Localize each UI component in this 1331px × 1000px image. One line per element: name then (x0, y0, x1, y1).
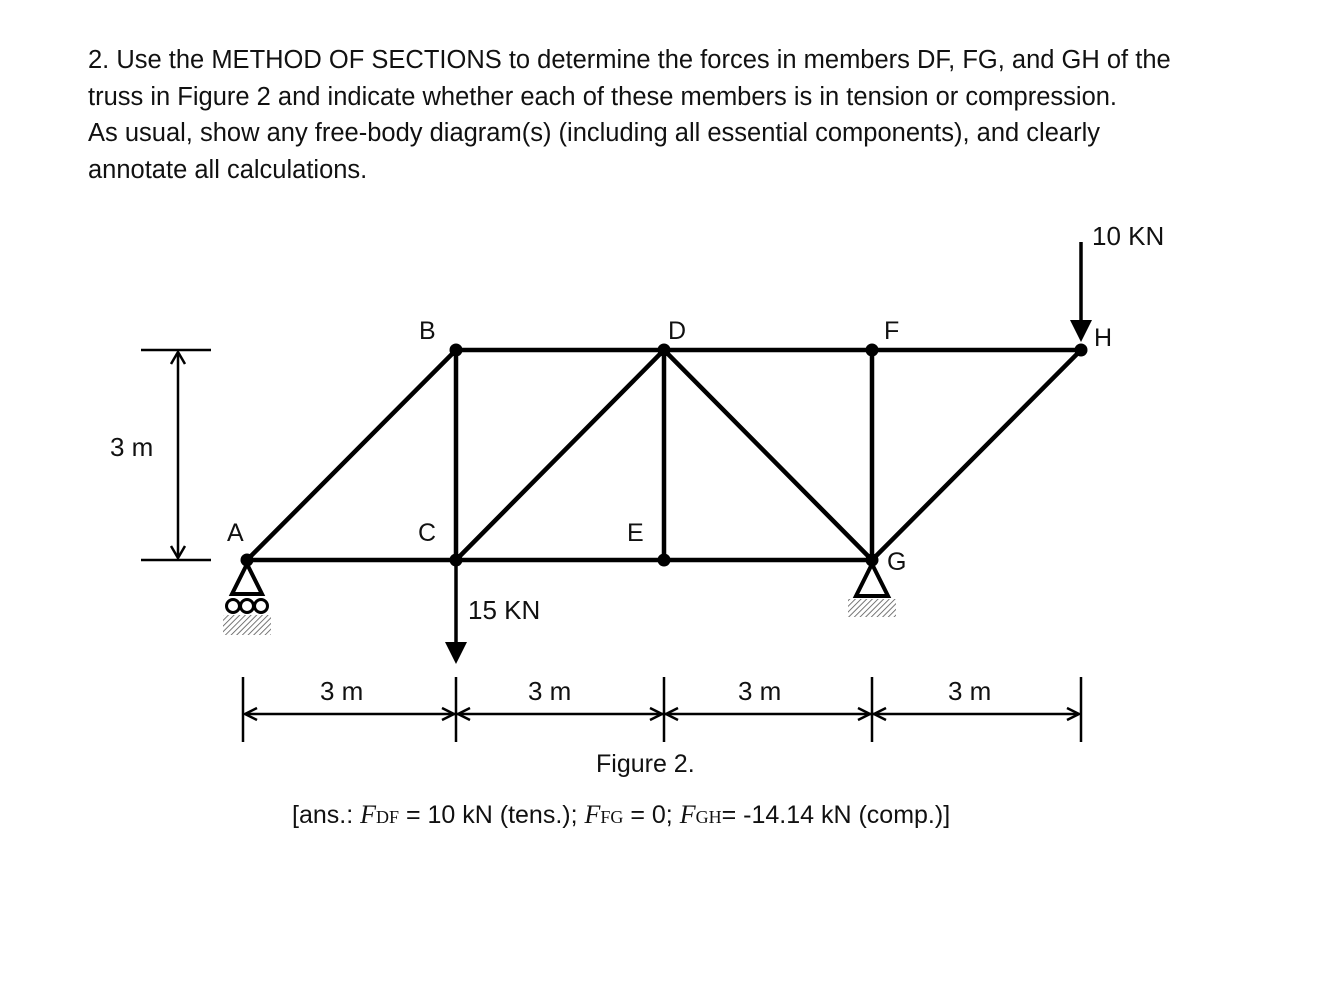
label-H: H (1094, 324, 1113, 352)
label-G: G (887, 548, 907, 576)
label-B: B (419, 317, 436, 345)
joint-F (866, 344, 879, 357)
figure-caption: Figure 2. (596, 750, 695, 778)
label-F: F (884, 317, 900, 345)
answer-f2-symbol: F (584, 800, 601, 829)
problem-line-3: As usual, show any free-body diagram(s) (including all essential components), and clearly (88, 119, 1100, 147)
answer-f1-subscript: DF (375, 807, 399, 827)
answer-line (292, 800, 950, 830)
answer-f3-value: = -14.14 kN (comp.)] (721, 801, 951, 829)
label-E: E (627, 519, 644, 547)
load-arrow-15kn (445, 566, 467, 664)
label-D: D (668, 317, 687, 345)
answer-f2-subscript: FG (600, 807, 624, 827)
span-label-1: 3 m (320, 676, 364, 706)
problem-line-4: annotate all calculations. (88, 155, 368, 184)
load-arrow-10kn (1070, 242, 1092, 342)
joint-C (450, 554, 463, 567)
answer-open: [ans.: (292, 801, 361, 829)
joint-H (1075, 344, 1088, 357)
answer-f3-symbol: F (679, 800, 696, 829)
label-C: C (418, 519, 437, 547)
joint-D (658, 344, 671, 357)
answer-f1-symbol: F (360, 800, 376, 829)
problem-line-2: truss in Figure 2 and indicate whether each of these members is in tension or compression. (88, 82, 1118, 111)
joint-E (658, 554, 671, 567)
height-label: 3 m (110, 432, 154, 462)
answer-f3-subscript: GH (695, 807, 722, 827)
truss-members (247, 350, 1081, 560)
span-label-3: 3 m (738, 676, 782, 706)
member-GH (872, 350, 1081, 560)
answer-f1-value: = 10 kN (tens.); (399, 801, 585, 829)
load-label-10kn: 10 KN (1092, 221, 1165, 251)
answer-f2-value: = 0; (623, 801, 680, 829)
span-label-4: 3 m (948, 676, 992, 706)
problem-line-1: 2. Use the METHOD OF SECTIONS to determine the forces in members DF, FG, and GH of the (88, 46, 1171, 74)
joint-B (450, 344, 463, 357)
span-label-2: 3 m (528, 676, 572, 706)
load-label-15kn: 15 KN (468, 595, 541, 625)
label-A: A (227, 519, 244, 547)
member-DG (664, 350, 872, 560)
roller-support-A (223, 564, 271, 635)
